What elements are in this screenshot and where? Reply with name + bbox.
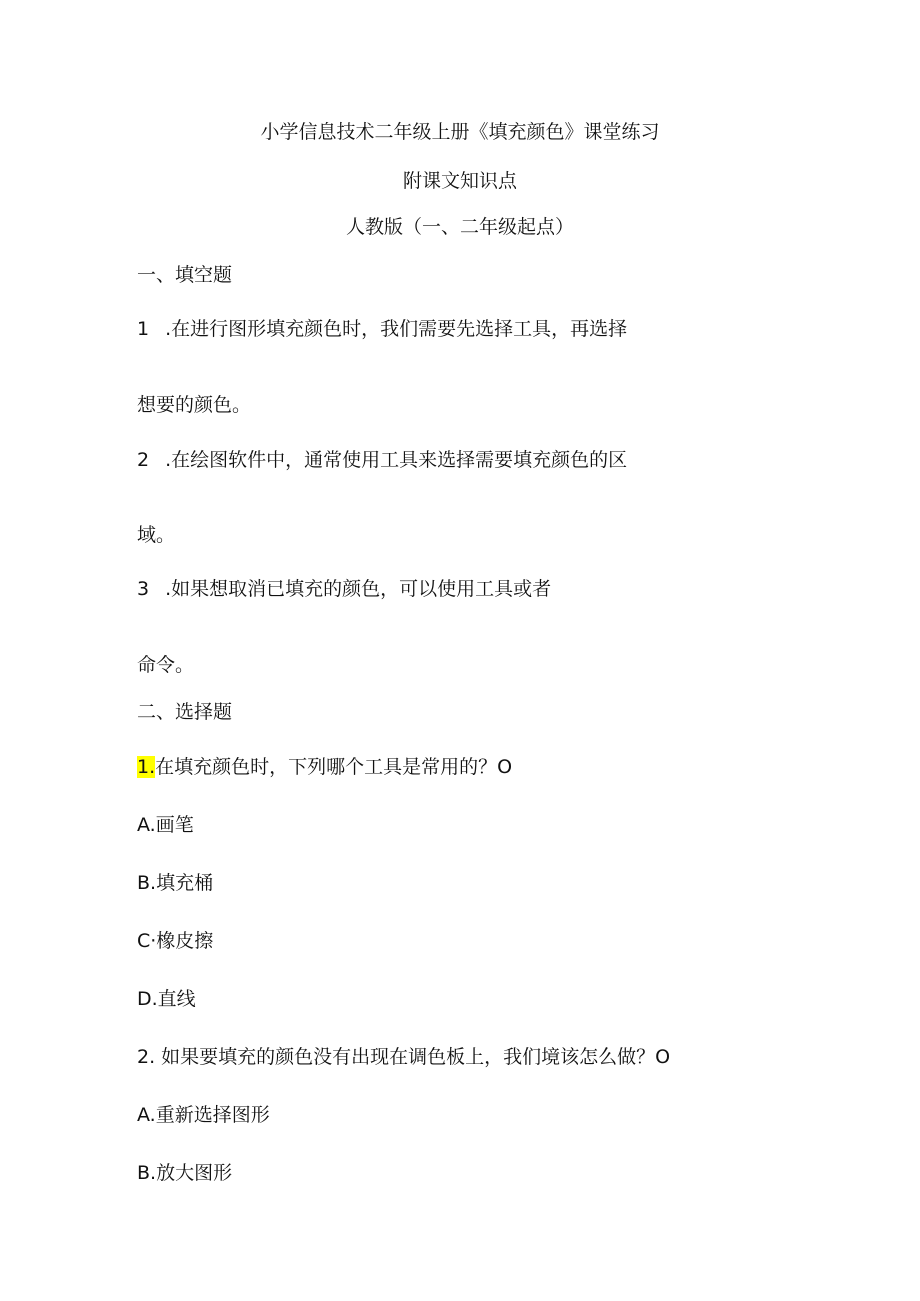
choice-question-2-option-a: A.重新选择图形 <box>137 1104 270 1126</box>
document-title: 小学信息技术二年级上册《填充颜色》课堂练习 <box>260 121 660 143</box>
question-text: .如果想取消已填充的颜色，可以使用工具或者 <box>165 578 552 600</box>
choice-question-1 <box>137 755 512 779</box>
fill-blank-question-3-continuation: 命令。 <box>137 654 195 676</box>
document-edition: 人教版（一、二年级起点） <box>345 216 574 238</box>
choice-option-d: D.直线 <box>137 988 196 1010</box>
choice-option-a: A.画笔 <box>137 814 194 836</box>
document-subtitle: 附课文知识点 <box>402 170 517 192</box>
highlighted-question-number: 1. <box>137 756 156 778</box>
choice-question-2-option-b: B.放大图形 <box>137 1162 233 1184</box>
fill-blank-question-3 <box>137 577 551 601</box>
question-text: .在绘图软件中，通常使用工具来选择需要填充颜色的区 <box>165 449 628 471</box>
fill-blank-question-1 <box>137 317 627 341</box>
fill-blank-question-1-continuation: 想要的颜色。 <box>137 394 252 416</box>
question-number: 3 <box>137 578 150 600</box>
section-heading-fill-blank: 一、填空题 <box>137 264 233 286</box>
choice-option-b: B.填充桶 <box>137 872 214 894</box>
question-text: .在进行图形填充颜色时，我们需要先选择工具，再选择 <box>165 318 628 340</box>
question-number: 2 <box>137 449 150 471</box>
question-number: 1 <box>137 318 150 340</box>
question-text: 在填充颜色时，下列哪个工具是常用的？O <box>155 756 513 778</box>
fill-blank-question-2 <box>137 448 627 472</box>
choice-question-2: 2. 如果要填充的颜色没有出现在调色板上，我们境该怎么做？O <box>137 1046 671 1068</box>
section-heading-multiple-choice: 二、选择题 <box>137 701 233 723</box>
choice-option-c: C·橡皮擦 <box>137 930 214 952</box>
fill-blank-question-2-continuation: 域。 <box>137 524 176 546</box>
